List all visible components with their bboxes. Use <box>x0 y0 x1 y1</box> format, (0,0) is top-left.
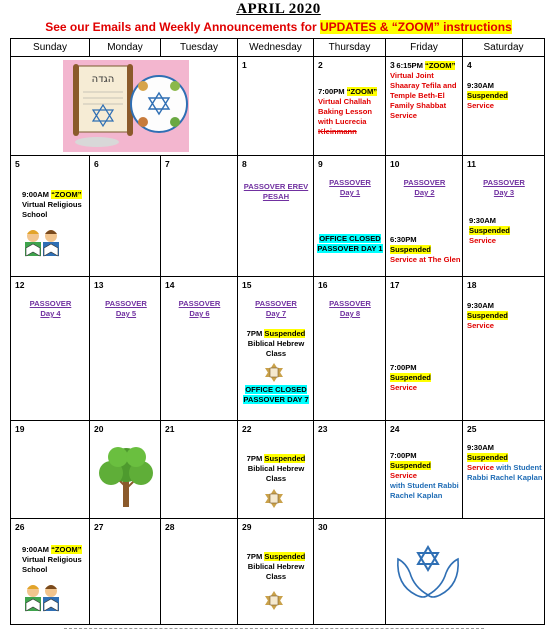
passover-day8-link[interactable]: PASSOVER Day 8 <box>329 299 371 318</box>
day-number: 28 <box>165 522 175 532</box>
day-cell <box>314 277 386 421</box>
day-cell <box>161 421 238 519</box>
weekday-sunday: Sunday <box>11 39 90 57</box>
weekday-monday: Monday <box>90 39 161 57</box>
day-number: 21 <box>165 424 175 434</box>
day-number: 11 <box>467 159 476 169</box>
day-number: 19 <box>15 424 25 434</box>
day-number: 9 <box>318 159 323 169</box>
weekday-saturday: Saturday <box>463 39 545 57</box>
event-religious-school: 9:00AM “ZOOM” Virtual Religious School <box>22 190 82 219</box>
office-closed-notice: OFFICE CLOSED PASSOVER DAY 1 <box>317 234 383 253</box>
day-cell <box>90 156 161 277</box>
day-number: 6 <box>94 159 99 169</box>
day-number: 18 <box>467 280 477 290</box>
day-cell <box>386 421 463 519</box>
day-cell <box>90 519 161 625</box>
day-cell <box>238 519 314 625</box>
day-cell <box>238 57 314 156</box>
passover-banner-cell <box>11 57 238 156</box>
students-reading-icon <box>22 228 62 258</box>
day-cell <box>238 156 314 277</box>
day-number: 3 <box>390 60 395 70</box>
day-number: 16 <box>318 280 328 290</box>
event-hebrew-class: 7PM Suspended Biblical Hebrew Class <box>246 329 306 358</box>
event-saturday-service: 9:30AM Suspended Service <box>467 81 508 110</box>
day-cell <box>463 156 545 277</box>
calendar-subtitle <box>0 20 557 34</box>
weekday-header-row <box>11 39 545 57</box>
day-cell <box>11 156 90 277</box>
passover-day3-link[interactable]: PASSOVER Day 3 <box>483 178 525 197</box>
empty-cell-group <box>386 519 545 625</box>
event-friday-service: 7:00PM Suspended Service with Student Rabbi Rachel Kaplan <box>390 451 459 500</box>
event-saturday-service: 9:30AM Suspended Service <box>469 216 510 245</box>
event-hebrew-class: 7PM Suspended Biblical Hebrew Class <box>246 454 306 483</box>
day-cell <box>463 277 545 421</box>
day-cell <box>314 57 386 156</box>
passover-seder-illustration <box>63 60 189 152</box>
week-row <box>11 421 545 519</box>
day-number: 20 <box>94 424 104 434</box>
day-cell <box>386 57 463 156</box>
day-number: 29 <box>242 522 252 532</box>
day-number: 8 <box>242 159 247 169</box>
tree-illustration <box>94 443 158 509</box>
weekday-tuesday: Tuesday <box>161 39 238 57</box>
day-number: 30 <box>318 522 328 532</box>
footer-divider <box>64 628 484 629</box>
day-number: 10 <box>390 159 400 169</box>
day-cell <box>386 277 463 421</box>
svg-text:הגדה: הגדה <box>91 74 115 85</box>
day-number: 13 <box>94 280 104 290</box>
subtitle-text: See our Emails and Weekly Announcements for <box>45 20 320 34</box>
day-number: 27 <box>94 522 104 532</box>
day-cell <box>90 277 161 421</box>
day-number: 25 <box>467 424 477 434</box>
week-row <box>11 277 545 421</box>
day-number: 23 <box>318 424 328 434</box>
day-cell <box>238 277 314 421</box>
day-cell <box>386 156 463 277</box>
day-cell <box>161 277 238 421</box>
day-number: 5 <box>15 159 20 169</box>
day-cell <box>314 156 386 277</box>
day-number: 7 <box>165 159 170 169</box>
day-number: 1 <box>242 60 247 70</box>
office-closed-notice: OFFICE CLOSED PASSOVER DAY 7 <box>243 385 309 404</box>
event-hebrew-class: 7PM Suspended Biblical Hebrew Class <box>246 552 306 581</box>
day-number: 26 <box>15 522 25 532</box>
day-cell <box>11 277 90 421</box>
week-row <box>11 519 545 625</box>
day-number: 14 <box>165 280 175 290</box>
day-cell <box>11 421 90 519</box>
event-glen-service: 6:30PM Suspended Service at The Glen <box>390 235 461 264</box>
day-number: 12 <box>15 280 25 290</box>
day-number: 2 <box>318 60 323 70</box>
event-challah-lesson: 7:00PM “ZOOM” Virtual Challah Baking Lesson with Lucrecia Kleinmann <box>318 87 378 136</box>
calendar-title: APRIL 2020 <box>236 1 321 17</box>
passover-day4-link[interactable]: PASSOVER Day 4 <box>29 299 72 318</box>
day-number: 15 <box>242 280 252 290</box>
day-number: 4 <box>467 60 472 70</box>
torah-star-icon <box>263 487 285 509</box>
students-reading-icon <box>22 583 62 613</box>
week-row <box>11 57 545 156</box>
day-cell <box>314 519 386 625</box>
torah-star-icon <box>263 361 285 383</box>
torah-star-icon <box>263 589 285 611</box>
passover-day7-link[interactable]: PASSOVER Day 7 <box>255 299 297 318</box>
day-cell <box>463 57 545 156</box>
passover-day2-link[interactable]: PASSOVER Day 2 <box>403 178 446 197</box>
day-cell <box>314 421 386 519</box>
weekday-friday: Friday <box>386 39 463 57</box>
event-friday-service: 7:00PM Suspended Service <box>390 363 431 392</box>
day-cell <box>161 519 238 625</box>
passover-day6-link[interactable]: PASSOVER Day 6 <box>178 299 221 318</box>
event-saturday-service: 9:30AM Suspended Service <box>467 301 508 330</box>
passover-erev-link[interactable]: PASSOVER EREV PESAH <box>243 182 309 201</box>
event-saturday-service: 9:30AM Suspended Service with Student Rabbi Rachel Kaplan <box>467 443 543 482</box>
day-number: 22 <box>242 424 252 434</box>
subtitle-highlight: UPDATES & “ZOOM” instructions <box>319 20 512 34</box>
weekday-thursday: Thursday <box>314 39 386 57</box>
day-cell <box>463 421 545 519</box>
week-row <box>11 156 545 277</box>
day-number: 24 <box>390 424 400 434</box>
calendar-grid <box>10 38 545 625</box>
day-number: 17 <box>390 280 400 290</box>
hands-star-of-david-icon <box>392 539 464 605</box>
weekday-wednesday: Wednesday <box>238 39 314 57</box>
day-cell <box>90 421 161 519</box>
day-cell <box>161 156 238 277</box>
passover-day5-link[interactable]: PASSOVER Day 5 <box>105 299 147 318</box>
event-religious-school: 9:00AM “ZOOM” Virtual Religious School <box>22 545 82 574</box>
day-cell <box>11 519 90 625</box>
event-family-shabbat: 6:15PM “ZOOM” Virtual Joint Shaaray Tefila and Temple Beth-El Family Shabbat Service <box>390 61 457 120</box>
passover-day1-link[interactable]: PASSOVER Day 1 <box>329 178 371 197</box>
day-cell <box>238 421 314 519</box>
